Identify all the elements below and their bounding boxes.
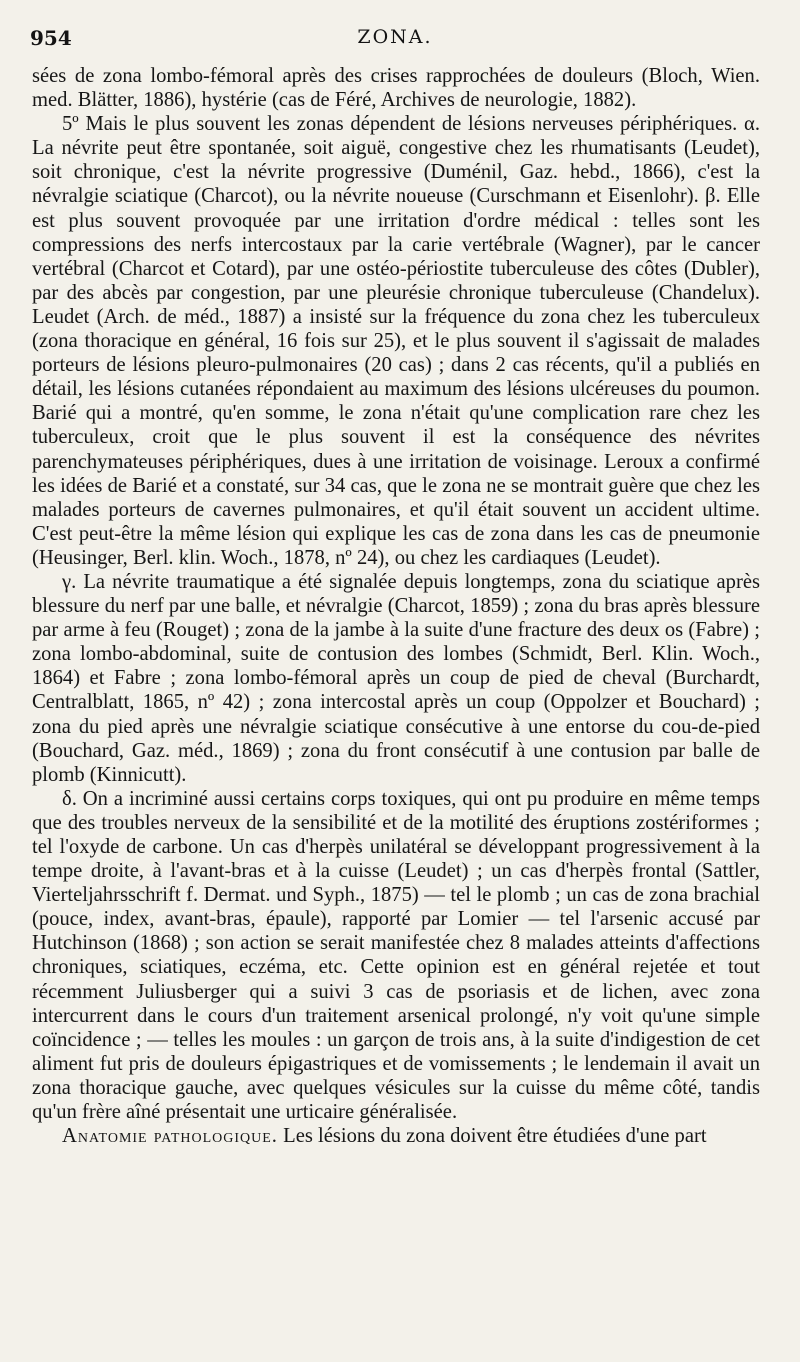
body-text [32, 64, 760, 1148]
paragraph-peripheral-lesions: 5º Mais le plus souvent les zonas dépendent de lésions nerveuses périphériques. α. La névrite peut être spontanée, soit aiguë, congestive chez les rhumatisants (Leudet), soit chronique, c'est la névrite progressive (Duménil, Gaz. hebd., 1866), c'est la névralgie sciatique (Charcot), ou la névrite noueuse (Curschmann et Eisenlohr). β. Elle est plus souvent provoquée par une irritation d'ordre médical : telles sont les compressions des nerfs intercostaux par la carie vertébrale (Wagner), par le cancer vertébral (Charcot et Cotard), par une ostéo-périostite tuberculeuse des côtes (Dubler), par des abcès par congestion, par une pleurésie chronique tuberculeuse (Chandelux). Leudet (Arch. de méd., 1887) a insisté sur la fréquence du zona chez les tuberculeux (zona thoracique en général, 16 fois sur 25), et le plus souvent il s'agissait de malades porteurs de lésions pleuro-pulmonaires (20 cas) ; dans 2 cas récents, qu'il a publiés en détail, les lésions cutanées répondaient au maximum des lésions ulcéreuses du poumon. Barié qui a montré, qu'en somme, le zona n'était qu'une complication rare chez les tuberculeux, croit que le plus souvent il est la conséquence des névrites parenchymateuses périphériques, dues à une irritation de voisinage. Leroux a confirmé les idées de Barié et a constaté, sur 34 cas, que le zona ne se montrait guère que chez les malades porteurs de cavernes pulmonaires, et qu'il était souvent un accident ultime. C'est peut-être la même lésion qui explique les cas de zona dans les cas de pneumonie (Heusinger, Berl. klin. Woch., 1878, nº 24), ou chez les cardiaques (Leudet). [32, 113, 760, 569]
paragraph-pathological-anatomy [32, 1124, 760, 1148]
section-heading: Anatomie pathologique. [62, 1125, 278, 1148]
paragraph-traumatic-neuritis: γ. La névrite traumatique a été signalée depuis longtemps, zona du sciatique après blessure du nerf par une balle, et névralgie (Charcot, 1859) ; zona du bras après blessure par arme à feu (Rouget) ; zona de la jambe à la suite d'une fracture des deux os (Fabre) ; zona lombo-abdominal, suite de contusion des lombes (Schmidt, Berl. Klin. Woch., 1864) et Fabre ; zona lombo-fémoral après un coup de pied de cheval (Burchardt, Centralblatt, 1865, nº 42) ; zona intercostal après un coup (Oppolzer et Bouchard) ; zona du pied après une névralgie sciatique consécutive à une entorse du cou-de-pied (Bouchard, Gaz. méd., 1869) ; zona du front consécutif à une contusion par balle de plomb (Kinnicutt). [32, 570, 760, 786]
paragraph-continuation: sées de zona lombo-fémoral après des crises rapprochées de douleurs (Bloch, Wien. med. Blätter, 1886), hystérie (cas de Féré, Archives de neurologie, 1882). [32, 65, 760, 112]
page-header [30, 26, 760, 56]
section-text: Les lésions du zona doivent être étudiées d'une part [283, 1125, 707, 1148]
page-number: 954 [30, 26, 72, 50]
running-head: ZONA. [357, 26, 433, 48]
paragraph-toxic-causes: δ. On a incriminé aussi certains corps toxiques, qui ont pu produire en même temps que des troubles nerveux de la sensibilité et de la motilité des éruptions zostériformes ; tel l'oxyde de carbone. Un cas d'herpès unilatéral se développant progressivement à la tempe droite, à l'avant-bras et à la cuisse (Leudet) ; un cas d'herpès frontal (Sattler, Vierteljahrsschrift f. Dermat. und Syph., 1875) — tel le plomb ; un cas de zona brachial (pouce, index, avant-bras, épaule), rapporté par Lomier — tel l'arsenic accusé par Hutchinson (1868) ; son action se serait manifestée chez 8 malades atteints d'affections chroniques, sciatiques, eczéma, etc. Cette opinion est en général rejetée et tout récemment Juliusberger qui a suivi 3 cas de psoriasis et de lichen, avec zona intercurrent dans le cours d'un traitement arsenical prolongé, n'y voit qu'une simple coïncidence ; — telles les moules : un garçon de trois ans, à la suite d'indigestion de cet aliment fut pris de douleurs épigastriques et de vomissements ; le lendemain il avait un zona thoracique gauche, avec quelques vésicules sur la cuisse du même côté, tandis qu'un frère aîné présentait une urticaire généralisée. [32, 787, 760, 1124]
